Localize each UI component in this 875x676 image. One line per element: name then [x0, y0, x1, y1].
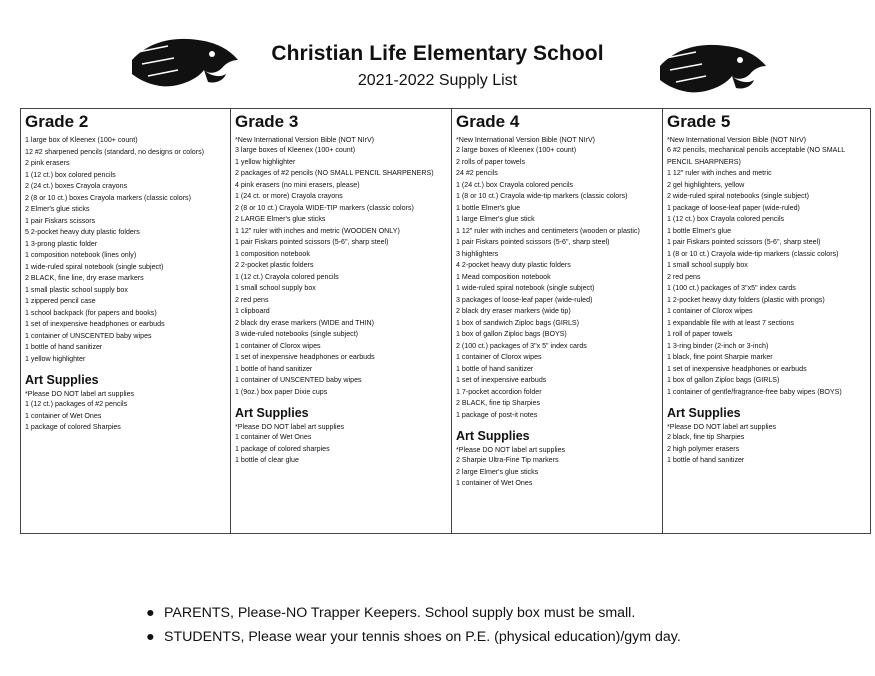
supply-item: 1 container of UNSCENTED baby wipes — [25, 331, 152, 340]
art-supply-item: 1 container of Wet Ones — [235, 433, 312, 441]
art-supplies-heading: Art Supplies — [25, 373, 99, 387]
supply-item: 1 composition notebook — [235, 249, 310, 258]
art-supplies-heading: Art Supplies — [456, 429, 530, 443]
supply-item: 1 composition notebook (lines only) — [25, 251, 137, 259]
supply-item: 2 black dry erase markers (WIDE and THIN) — [235, 318, 375, 327]
supply-item: 3 packages of loose-leaf paper (wide-ruled) — [456, 295, 593, 304]
supply-item: 1 small school supply box — [667, 261, 748, 269]
supply-item: 1 bottle of hand sanitizer — [456, 364, 534, 373]
art-supply-list — [25, 399, 228, 434]
supply-item: 3 highlighters — [456, 249, 499, 258]
supply-item: 2 BLACK, fine line, dry erase markers — [25, 274, 144, 282]
supply-item: 1 pair Fiskars pointed scissors (5-6", sharp steel) — [456, 238, 610, 246]
grade-column — [21, 109, 231, 533]
supply-item: 2 black dry eraser markers (wide tip) — [456, 307, 571, 315]
art-supply-item: 1 container of Wet Ones — [456, 479, 533, 487]
supply-item: 2 large boxes of Kleenex (100+ count) — [456, 146, 577, 154]
supply-item: 1 package of loose-leaf paper (wide-ruled) — [667, 203, 800, 212]
supply-item: 1 container of Clorox wipes — [456, 353, 542, 361]
art-supply-list — [456, 455, 660, 490]
bible-note: *New International Version Bible (NOT NIrV) — [235, 136, 375, 144]
supply-item: 2 red pens — [235, 295, 269, 304]
supply-item: 1 black, fine point Sharpie marker — [667, 353, 773, 361]
supply-item: 1 yellow highlighter — [25, 354, 86, 363]
supply-item: 5 2-pocket heavy duty plastic folders — [25, 228, 140, 236]
supply-item: 24 #2 pencils — [456, 169, 498, 177]
supply-item: 1 wide-ruled spiral notebook (single subject) — [25, 262, 164, 271]
supply-item: 1 (8 or 10 ct.) Crayola wide-tip markers (classic colors) — [456, 192, 628, 200]
supply-item: 1 (9oz.) box paper Dixie cups — [235, 387, 328, 396]
grade-heading: Grade 5 — [667, 112, 731, 131]
supply-item: 1 small plastic school supply box — [25, 285, 128, 294]
supply-item: 4 pink erasers (no mini erasers, please) — [235, 180, 360, 189]
art-note: *Please DO NOT label art supplies — [235, 423, 345, 431]
supply-item: 1 (12 ct.) box colored pencils — [25, 170, 116, 179]
supply-item: 3 large boxes of Kleenex (100+ count) — [235, 146, 356, 154]
art-supply-item: 1 package of colored sharpies — [235, 444, 330, 453]
supply-item: 1 12" ruler with inches and centimeters (wooden or plastic) — [456, 226, 640, 235]
supply-item: 1 3-prong plastic folder — [25, 239, 98, 248]
supply-list — [235, 145, 449, 398]
art-supply-item: 2 high polymer erasers — [667, 444, 740, 453]
supply-item: 2 Elmer's glue sticks — [25, 205, 90, 213]
footer-note-text: PARENTS, Please-NO Trapper Keepers. School supply box must be small. — [164, 605, 636, 621]
supply-item: 1 package of post-it notes — [456, 410, 538, 419]
supply-item: 1 roll of paper towels — [667, 330, 733, 338]
supply-item: 1 7-pocket accordion folder — [456, 387, 542, 396]
supply-item: 1 12" ruler with inches and metric — [667, 169, 772, 177]
supply-item: 1 clipboard — [235, 307, 270, 315]
art-supply-item: 2 large Elmer's glue sticks — [456, 467, 539, 476]
supply-item: 1 box of gallon Ziploc bags (BOYS) — [456, 330, 567, 338]
supply-item: 1 pair Fiskars scissors — [25, 216, 96, 225]
supply-item: 1 (100 ct.) packages of 3"x5" index cards — [667, 284, 796, 292]
supply-item: 1 box of sandwich Ziploc bags (GIRLS) — [456, 318, 580, 327]
art-supplies-heading: Art Supplies — [235, 406, 309, 420]
supply-item: 2 LARGE Elmer's glue sticks — [235, 215, 326, 223]
supply-item: 2 wide-ruled spiral notebooks (single subject) — [667, 192, 809, 200]
supply-item: 1 Mead composition notebook — [456, 272, 551, 281]
art-supply-item: 1 bottle of hand sanitizer — [667, 456, 745, 464]
supply-item: 1 container of Clorox wipes — [235, 341, 321, 350]
art-note: *Please DO NOT label art supplies — [667, 423, 777, 431]
supply-item: 1 box of gallon Ziploc bags (GIRLS) — [667, 376, 780, 384]
supply-item: 2 red pens — [667, 272, 701, 281]
supply-item: 1 2-pocket heavy duty folders (plastic with prongs) — [667, 295, 825, 304]
art-supplies-heading: Art Supplies — [667, 406, 741, 420]
art-supply-item: 2 Sharpie Ultra-Fine Tip markers — [456, 456, 559, 464]
grade-column — [231, 109, 452, 533]
supply-item: 2 (100 ct.) packages of 3"x 5" index cards — [456, 341, 587, 350]
supply-item: 1 zippered pencil case — [25, 297, 96, 305]
supply-item: 1 large Elmer's glue stick — [456, 215, 535, 223]
supply-item: 1 set of inexpensive headphones or earbuds — [235, 353, 375, 361]
art-supply-item: 2 black, fine tip Sharpies — [667, 433, 745, 441]
supply-item: 1 bottle Elmer's glue — [667, 226, 732, 235]
supply-item: 2 rolls of paper towels — [456, 157, 526, 166]
supply-item: 1 set of inexpensive headphones or earbuds — [25, 320, 165, 328]
supply-item: 2 packages of #2 pencils (NO SMALL PENCIL SHARPENERS) — [235, 169, 434, 177]
supply-item: 12 #2 sharpened pencils (standard, no designs or colors) — [25, 147, 205, 156]
footer-note-text: STUDENTS, Please wear your tennis shoes on P.E. (physical education)/gym day. — [164, 629, 681, 645]
supply-item: 1 3-ring binder (2-inch or 3-inch) — [667, 341, 769, 350]
supply-item: 1 (24 ct. or more) Crayola crayons — [235, 192, 343, 200]
art-supply-item: 1 bottle of clear glue — [235, 456, 299, 464]
supply-item: 1 wide-ruled spiral notebook (single subject) — [456, 284, 595, 292]
supply-item: 1 expandable file with at least 7 sections — [667, 318, 794, 327]
supply-item: 1 (8 or 10 ct.) Crayola wide-tip markers (classic colors) — [667, 249, 839, 258]
supply-list — [25, 135, 228, 365]
supply-item: 2 (8 or 10 ct.) boxes Crayola markers (classic colors) — [25, 193, 191, 202]
supply-item: 1 12" ruler with inches and metric (WOODEN ONLY) — [235, 226, 400, 235]
supply-item: 1 small school supply box — [235, 284, 316, 292]
art-supply-list — [667, 432, 868, 467]
supply-item: 1 (12 ct.) Crayola colored pencils — [235, 272, 339, 281]
supply-item: 1 pair Fiskars pointed scissors (5-6", sharp steel) — [667, 238, 821, 246]
supply-item: 1 set of inexpensive headphones or earbuds — [667, 364, 807, 373]
supply-item: 2 (8 or 10 ct.) Crayola WIDE-TIP markers (classic colors) — [235, 203, 414, 212]
page-title: Christian Life Elementary School — [271, 42, 604, 65]
supply-item: 1 yellow highlighter — [235, 157, 296, 166]
supply-item: 1 container of Clorox wipes — [667, 307, 753, 315]
supply-item: 1 (12 ct.) box Crayola colored pencils — [667, 215, 785, 223]
art-supply-item: 1 container of Wet Ones — [25, 411, 102, 420]
supply-item: 2 gel highlighters, yellow — [667, 180, 745, 189]
grade-heading: Grade 4 — [456, 112, 520, 131]
supply-item: 1 school backpack (for papers and books) — [25, 308, 157, 317]
supply-item: 1 set of inexpensive earbuds — [456, 376, 547, 384]
supply-item: 1 container of UNSCENTED baby wipes — [235, 376, 362, 384]
art-note: *Please DO NOT label art supplies — [456, 446, 566, 454]
bible-note: *New International Version Bible (NOT NIrV) — [456, 136, 596, 144]
supply-item: 1 (24 ct.) box Crayola colored pencils — [456, 180, 574, 189]
supply-list — [456, 145, 660, 421]
art-note: *Please DO NOT label art supplies — [25, 390, 135, 398]
supply-item: 1 pair Fiskars pointed scissors (5-6", sharp steel) — [235, 238, 389, 246]
footer-note: ● STUDENTS, Please wear your tennis shoes on P.E. (physical education)/gym day. — [146, 629, 681, 645]
bible-note: *New International Version Bible (NOT NIrV) — [667, 136, 807, 144]
grade-heading: Grade 3 — [235, 112, 299, 131]
art-supply-item: 1 (12 ct.) packages of #2 pencils — [25, 400, 128, 408]
supply-item: 1 bottle of hand sanitizer — [25, 343, 103, 351]
supply-item: 6 #2 pencils, mechanical pencils acceptable (NO SMALL PENCIL SHARPNERS) — [667, 146, 845, 166]
grade-column — [663, 109, 870, 533]
footer-notes — [146, 601, 681, 649]
footer-note: ● PARENTS, Please-NO Trapper Keepers. School supply box must be small. — [146, 605, 636, 621]
supply-item: 4 2-pocket heavy duty plastic folders — [456, 261, 571, 269]
supply-item: 2 (24 ct.) boxes Crayola crayons — [25, 182, 128, 190]
supply-item: 1 container of gentle/fragrance-free baby wipes (BOYS) — [667, 387, 842, 396]
supply-item: 1 large box of Kleenex (100+ count) — [25, 136, 138, 144]
supply-item: 1 bottle Elmer's glue — [456, 203, 521, 212]
supply-item: 2 2-pocket plastic folders — [235, 261, 314, 269]
art-supply-list — [235, 432, 449, 467]
page-subtitle: 2021-2022 Supply List — [357, 72, 518, 89]
art-supply-item: 1 package of colored Sharpies — [25, 423, 121, 431]
supply-table — [20, 108, 871, 534]
supply-item: 2 BLACK, fine tip Sharpies — [456, 399, 540, 407]
grade-heading: Grade 2 — [25, 112, 89, 131]
supply-item: 2 pink erasers — [25, 159, 70, 167]
supply-item: 1 bottle of hand sanitizer — [235, 364, 313, 373]
supply-list — [667, 145, 868, 398]
supply-item: 3 wide-ruled notebooks (single subject) — [235, 330, 359, 338]
grade-column — [452, 109, 663, 533]
